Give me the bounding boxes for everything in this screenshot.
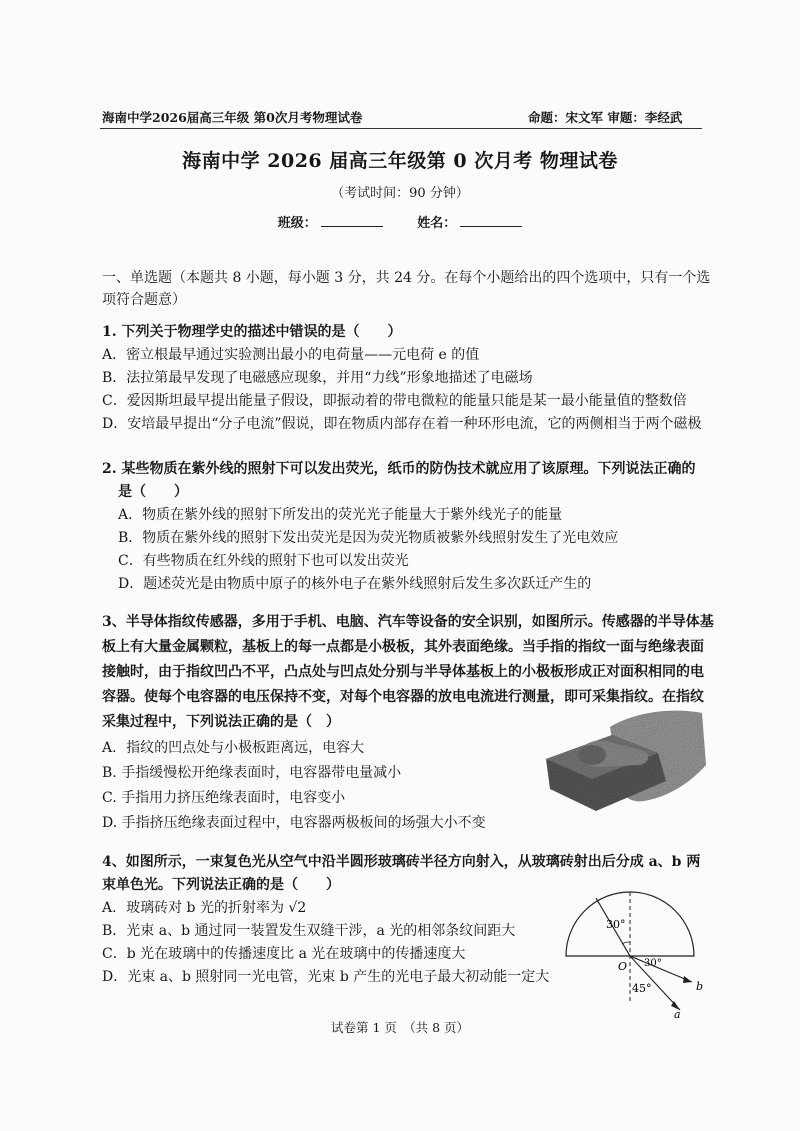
ray-b-label: b: [696, 980, 704, 993]
origin-label: O: [618, 960, 628, 973]
page-title: 海南中学 2026 届高三年级第 0 次月考 物理试卷: [182, 150, 618, 172]
q3-stem-line3: 接触时，由于指纹凹凸不平，凸点处与凹点处分别与半导体基板上的小极板形成正对面积相同的电: [102, 664, 704, 680]
q2-stem-line2: 是（ ）: [118, 484, 188, 500]
angle-label-bottom: 45°: [632, 982, 652, 995]
header-authors: 命题：宋文军 审题：李经武: [528, 110, 683, 125]
section-heading-line2: 项符合题意）: [102, 292, 186, 308]
q4-stem-line1: 4、如图所示，一束复色光从空气中沿半圆形玻璃砖半径方向射入，从玻璃砖射出后分成 a、b 两: [102, 854, 701, 870]
q3-stem-line1: 3、半导体指纹传感器，多用于手机、电脑、汽车等设备的安全识别，如图所示。传感器的半导体基: [102, 614, 714, 630]
ray-a-label: a: [674, 1008, 681, 1018]
name-blank: [460, 214, 522, 227]
fingertip: [578, 745, 606, 765]
q1-stem: 1. 下列关于物理学史的描述中错误的是（ ）: [102, 324, 402, 340]
q4-option-a: A．玻璃砖对 b 光的折射率为 √2: [102, 900, 307, 916]
q2-stem-line1: 2. 某些物质在紫外线的照射下可以发出荧光，纸币的防伪技术就应用了该原理。下列说法正确的: [102, 461, 696, 477]
q1-option-a: A．密立根最早通过实验测出最小的电荷量——元电荷 e 的值: [102, 347, 480, 363]
q1-option-d: D．安培最早提出“分子电流”假说，即在物质内部存在着一种环形电流，它的两侧相当于两个磁极: [102, 416, 702, 432]
section-heading-line1: 一、单选题（本题共 8 小题，每小题 3 分，共 24 分。在每个小题给出的四个选项中，只有一个选: [102, 270, 711, 286]
header-divider: [100, 128, 702, 129]
q2-option-a: A．物质在紫外线的照射下所发出的荧光光子能量大于紫外线光子的能量: [118, 507, 563, 523]
q4-stem-line2: 束单色光。下列说法正确的是（ ）: [102, 877, 340, 893]
q2-option-d: D．题述荧光是由物质中原子的核外电子在紫外线照射后发生多次跃迁产生的: [118, 576, 592, 592]
header-exam-name: 海南中学2026届高三年级 第0次月考物理试卷: [102, 110, 363, 125]
angle-label-top: 30°: [606, 918, 626, 931]
q2-option-c: C．有些物质在红外线的照射下也可以发出荧光: [118, 553, 409, 569]
name-label: 姓名：: [417, 216, 457, 231]
q3-option-d: D. 手指挤压绝缘表面过程中，电容器两极板间的场强大小不变: [102, 815, 486, 831]
angle-label-right: 30°: [644, 958, 662, 969]
q3-stem-line4: 容器。使每个电容器的电压保持不变，对每个电容器的放电电流进行测量，即可采集指纹。在指纹: [102, 689, 704, 705]
q1-option-c: C．爱因斯坦最早提出能量子假设，即振动着的带电微粒的能量只能是某一最小能量值的整数倍: [102, 393, 687, 409]
q3-option-c: C. 手指用力挤压绝缘表面时，电容变小: [102, 790, 346, 806]
fingerprint-sensor-figure: [540, 705, 708, 817]
q2-option-b: B．物质在紫外线的照射下发出荧光是因为荧光物质被紫外线照射发生了光电效应: [118, 530, 619, 546]
q4-option-d: D．光束 a、b 照射同一光电管，光束 b 产生的光电子最大初动能一定大: [102, 969, 550, 985]
semicircle-glass-figure: [556, 874, 706, 1018]
ray-b-arrow: [683, 976, 692, 983]
q3-stem-line5: 采集过程中，下列说法正确的是（ ）: [102, 714, 340, 730]
q4-option-b: B．光束 a、b 通过同一装置发生双缝干涉，a 光的相邻条纹间距大: [102, 923, 516, 939]
q3-option-a: A．指纹的凹点处与小极板距离远，电容大: [102, 740, 365, 756]
page-footer: 试卷第 1 页 （共 8 页）: [330, 1020, 470, 1035]
q3-option-b: B. 手指缓慢松开绝缘表面时，电容器带电量减小: [102, 765, 402, 781]
class-blank: [321, 214, 383, 227]
exam-time: （考试时间：90 分钟）: [331, 186, 469, 201]
q4-option-c: C．b 光在玻璃中的传播速度比 a 光在玻璃中的传播速度大: [102, 946, 466, 962]
class-label: 班级：: [277, 216, 317, 231]
sensor-photo-group: [546, 711, 706, 811]
q1-option-b: B．法拉第最早发现了电磁感应现象，并用“力线”形象地描述了电磁场: [102, 370, 533, 386]
angle-arc-top: [622, 942, 630, 944]
q3-stem-line2: 板上有大量金属颗粒，基板上的每一点都是小极板，其外表面绝缘。当手指的指纹一面与绝缘表面: [102, 639, 704, 655]
student-info-fields: [0, 212, 800, 231]
